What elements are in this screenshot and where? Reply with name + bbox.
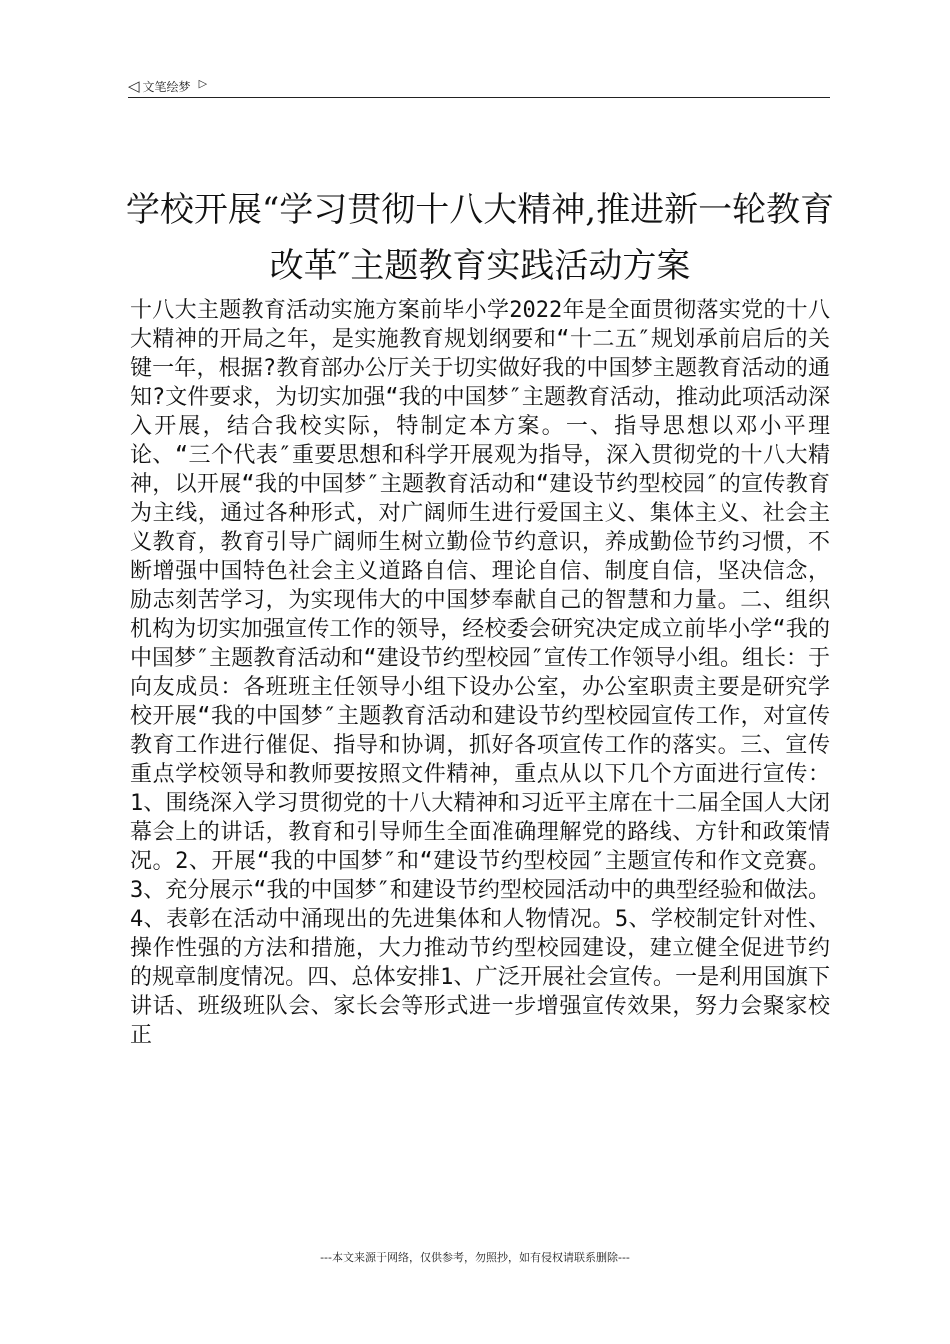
page-header [128,74,830,98]
document-title: 学校开展“学习贯彻十八大精神,推进新一轮教育改革″主题教育实践活动方案 [125,190,835,286]
document-body: 十八大主题教育活动实施方案前毕小学2022年是全面贯彻落实党的十八大精神的开局之年，是实施教育规划纲要和“十二五″规划承前启后的关键一年，根据?教育部办公厅关于切实做好我的中国梦主题教育活动的通知?文件要求，为切实加强“我的中国梦″主题教育活动，推动此项活动深入开展，结合我校实际，特制定本方案。一、指导思想以邓小平理论、“三个代表″重要思想和科学开展观为指导，深入贯彻党的十八大精神，以开展“我的中国梦″主题教育活动和“建设节约型校园″的宣传教育为主线，通过各种形式，对广阔师生进行爱国主义、集体主义、社会主义教育，教育引导广阔师生树立勤俭节约意识，养成勤俭节约习惯，不断增强中国特色社会主义道路自信、理论自信、制度自信，坚决信念，励志刻苦学习，为实现伟大的中国梦奉献自己的智慧和力量。二、组织机构为切实加强宣传工作的领导，经校委会研究决定成立前毕小学“我的中国梦″主题教育活动和“建设节约型校园″宣传工作领导小组。组长：于向友成员：各班班主任领导小组下设办公室，办公室职责主要是研究学校开展“我的中国梦″主题教育活动和建设节约型校园宣传工作，对宣传教育工作进行催促、指导和协调，抓好各项宣传工作的落实。三、宣传重点学校领导和教师要按照文件精神，重点从以下几个方面进行宣传：1、围绕深入学习贯彻党的十八大精神和习近平主席在十二届全国人大闭幕会上的讲话，教育和引导师生全面准确理解党的路线、方针和政策情况。2、开展“我的中国梦″和“建设节约型校园″主题宣传和作文竞赛。3、充分展示“我的中国梦″和建设节约型校园活动中的典型经验和做法。4、表彰在活动中涌现出的先进集体和人物情况。5、学校制定针对性、操作性强的方法和措施，大力推动节约型校园建设，建立健全促进节约的规章制度情况。四、总体安排1、广泛开展社会宣传。一是利用国旗下讲话、班级班队会、家长会等形式进一步增强宣传效果，努力会聚家校正 [130,298,830,1048]
triangle-right-outline-icon: ▷ [198,76,208,90]
footer-notice: ---本文来源于网络，仅供参考，勿照抄，如有侵权请联系删除--- [320,1251,630,1264]
triangle-left-outline-icon: ◁ [128,76,140,95]
header-divider [128,97,830,98]
header-brand: 文笔绘梦 [142,79,191,94]
